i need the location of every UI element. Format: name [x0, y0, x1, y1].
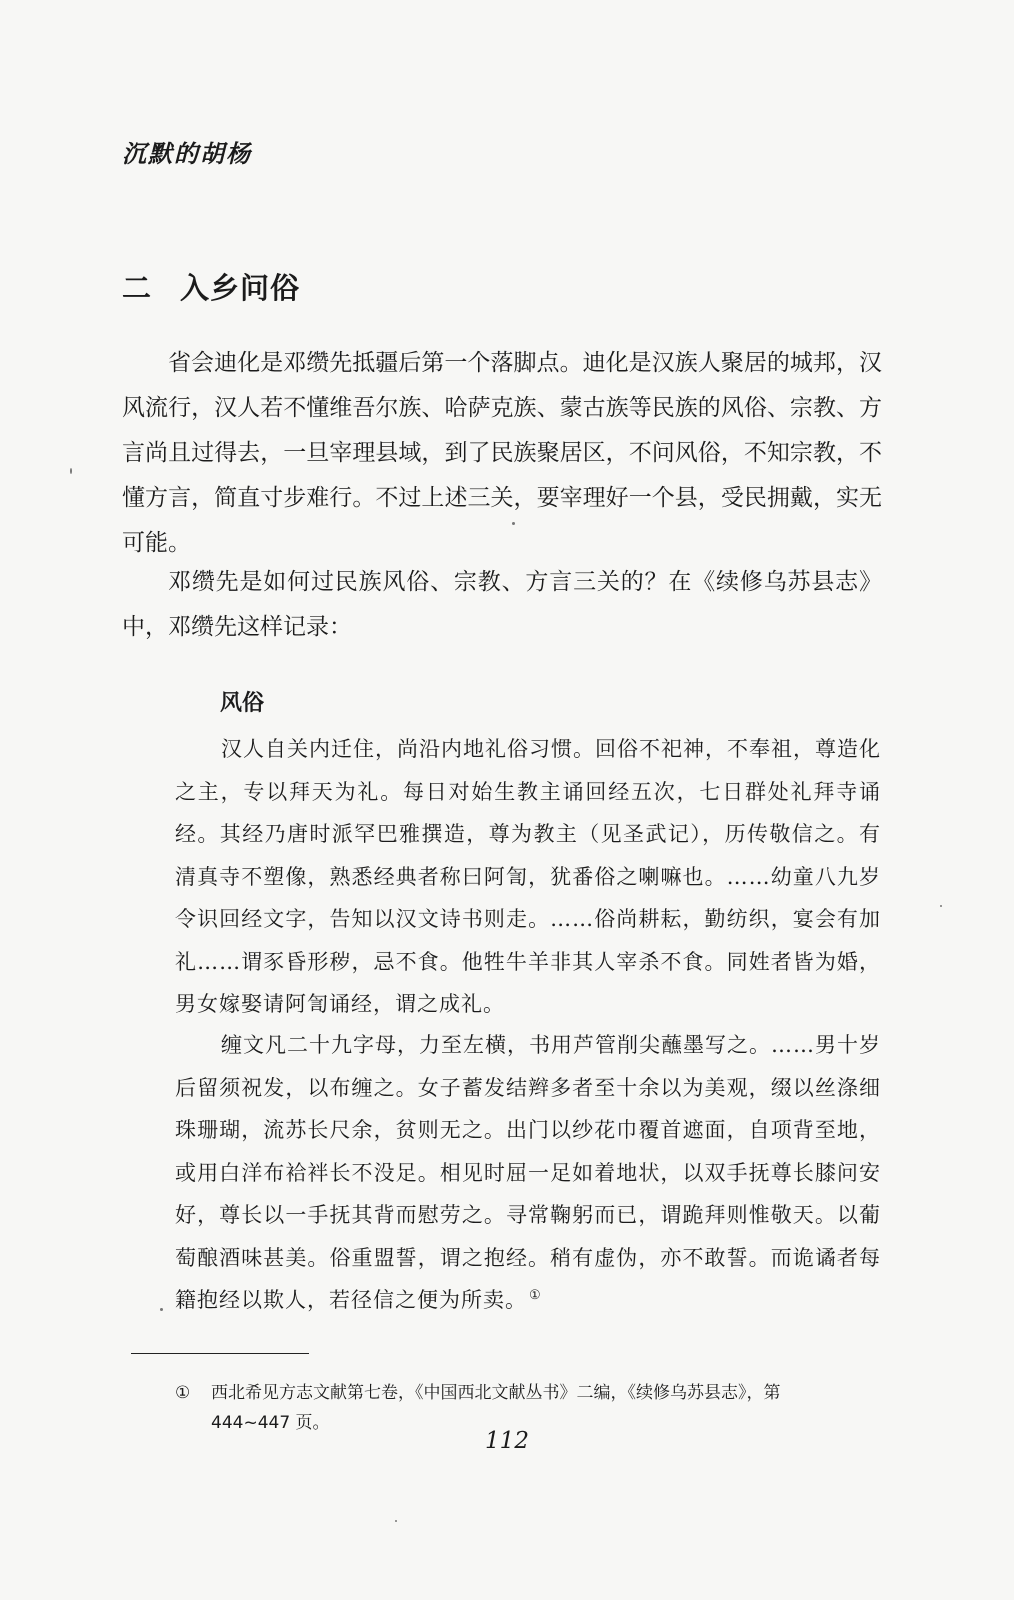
running-header: 沉默的胡杨	[122, 139, 252, 168]
section-title: 入乡问俗	[180, 271, 301, 305]
quote-title: 风俗	[220, 691, 265, 716]
scan-speck	[512, 522, 515, 525]
footnote-number: ①	[175, 1383, 191, 1403]
quote-paragraph-text: 缠文凡二十九字母，力至左横，书用芦管削尖蘸墨写之。……男十岁后留须祝发，以布缠之。女子蓄发结辫多者至十余以为美观，缀以丝涤细珠珊瑚，流苏长尺余，贫则无之。出门以纱花巾覆首遮面，自项背至地，或用白洋布袷袢长不没足。相见时屈一足如着地状，以双手抚尊长膝问安好，尊长以一手抚其背而慰劳之。寻常鞠躬而已，谓跪拜则惟敬天。以葡萄酿酒味甚美。俗重盟誓，谓之抱经。稍有虚伪，亦不敢誓。而诡谲者每籍抱经以欺人，若径信之便为所卖。	[175, 1033, 881, 1312]
scan-speck	[160, 1308, 163, 1311]
scan-speck	[395, 1520, 397, 1522]
scan-speck	[940, 905, 942, 907]
quote-paragraph	[175, 1024, 881, 1322]
scan-speck	[70, 468, 72, 474]
footnote-reference[interactable]: ①	[529, 1288, 542, 1303]
section-heading	[122, 266, 300, 307]
footnote-text-line1: 西北希见方志文献第七卷，《中国西北文献丛书》二编，《续修乌苏县志》，第	[211, 1383, 781, 1403]
section-number: 二	[122, 271, 153, 305]
body-paragraph: 省会迪化是邓缵先抵疆后第一个落脚点。迪化是汉族人聚居的城邦，汉风流行，汉人若不懂维吾尔族、哈萨克族、蒙古族等民族的风俗、宗教、方言尚且过得去，一旦宰理县域，到了民族聚居区，不问风俗，不知宗教，不懂方言，简直寸步难行。不过上述三关，要宰理好一个县，受民拥戴，实无可能。	[122, 350, 882, 556]
page-number: 112	[485, 1428, 529, 1454]
quote-paragraph: 汉人自关内迁住，尚沿内地礼俗习惯。回俗不祀神，不奉祖，尊造化之主，专以拜天为礼。每日对始生教主诵回经五次，七日群处礼拜寺诵经。其经乃唐时派罕巴雅撰造，尊为教主（见圣武记），历传敬信之。有清真寺不塑像，熟悉经典者称曰阿訇，犹番俗之喇嘛也。……幼童八九岁令识回经文字，告知以汉文诗书则走。……俗尚耕耘，勤纺织，宴会有加礼……谓豕昏形秽，忌不食。他牲牛羊非其人宰杀不食。同姓者皆为婚，男女嫁娶请阿訇诵经，谓之成礼。	[175, 737, 881, 1016]
footnote-text-line2: 444~447 页。	[211, 1413, 330, 1433]
footnote-divider	[131, 1353, 309, 1354]
body-paragraph: 邓缵先是如何过民族风俗、宗教、方言三关的？在《续修乌苏县志》中，邓缵先这样记录：	[122, 569, 882, 640]
